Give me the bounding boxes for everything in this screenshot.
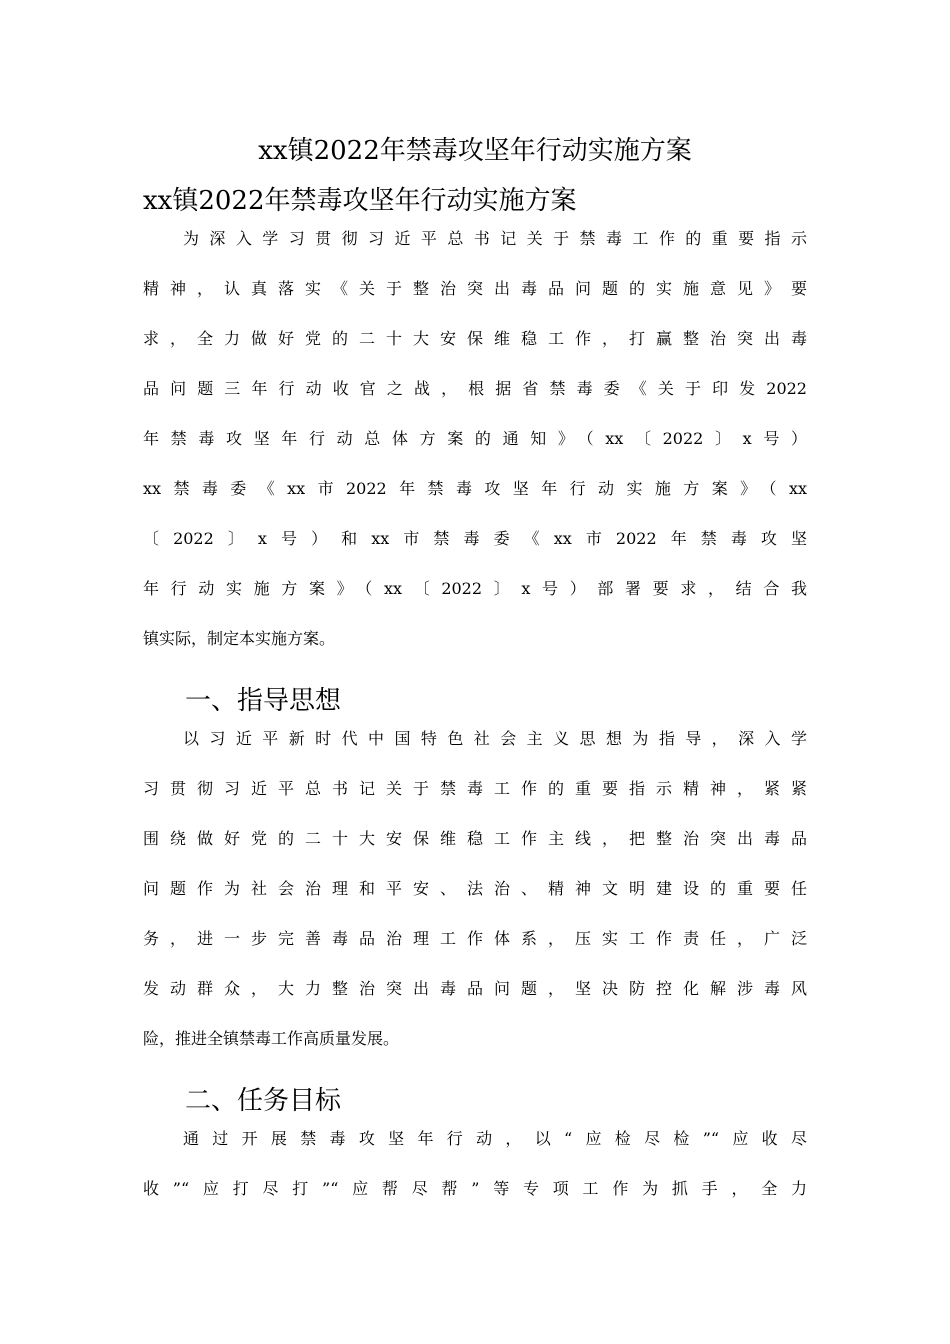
paragraph-line: 精神，认真落实《关于整治突出毒品问题的实施意见》要	[143, 279, 807, 298]
paragraph-line: 年禁毒攻坚年行动总体方案的通知》（xx〔2022〕x号）	[143, 429, 807, 448]
document-subtitle: xx镇2022年禁毒攻坚年行动实施方案	[143, 186, 577, 216]
paragraph-line: 险，推进全镇禁毒工作高质量发展。	[143, 1029, 400, 1048]
task-goals-paragraph	[143, 1126, 807, 1226]
intro-paragraph	[143, 226, 807, 676]
paragraph-line: 年行动实施方案》（xx〔2022〕x号）部署要求，结合我	[143, 579, 807, 598]
paragraph-line: 〔2022〕x号）和xx市禁毒委《xx市2022年禁毒攻坚	[143, 529, 807, 548]
guiding-ideology-paragraph	[143, 726, 807, 1076]
document-body	[143, 126, 807, 1226]
paragraph-line: 为深入学习贯彻习近平总书记关于禁毒工作的重要指示	[183, 229, 807, 248]
section-heading-guiding-ideology: 一、指导思想	[185, 686, 342, 716]
paragraph-line: 求，全力做好党的二十大安保维稳工作，打赢整治突出毒	[143, 329, 807, 348]
paragraph-line: 以习近平新时代中国特色社会主义思想为指导，深入学	[183, 729, 807, 748]
paragraph-line: xx禁毒委《xx市2022年禁毒攻坚年行动实施方案》（xx	[143, 479, 807, 498]
paragraph-line: 发动群众，大力整治突出毒品问题，坚决防控化解涉毒风	[143, 979, 807, 998]
paragraph-line: 收”“应打尽打”“应帮尽帮”等专项工作为抓手，全力	[143, 1179, 807, 1198]
document-title: xx镇2022年禁毒攻坚年行动实施方案	[258, 136, 692, 166]
paragraph-line: 务，进一步完善毒品治理工作体系，压实工作责任，广泛	[143, 929, 807, 948]
paragraph-line: 习贯彻习近平总书记关于禁毒工作的重要指示精神，紧紧	[143, 779, 807, 798]
paragraph-line: 品问题三年行动收官之战，根据省禁毒委《关于印发2022	[143, 379, 807, 398]
paragraph-line: 镇实际，制定本实施方案。	[143, 629, 336, 648]
paragraph-line: 问题作为社会治理和平安、法治、精神文明建设的重要任	[143, 879, 807, 898]
section-heading-task-goals: 二、任务目标	[185, 1086, 342, 1116]
paragraph-line: 通过开展禁毒攻坚年行动，以“应检尽检”“应收尽	[183, 1129, 807, 1148]
paragraph-line: 围绕做好党的二十大安保维稳工作主线，把整治突出毒品	[143, 829, 807, 848]
